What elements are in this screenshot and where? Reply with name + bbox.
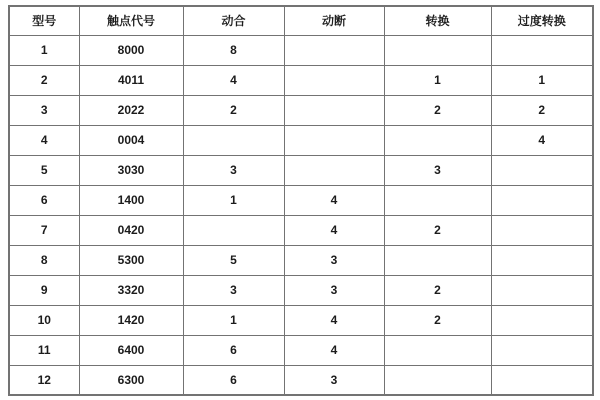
- table-cell: [491, 275, 593, 305]
- table-cell: 1: [183, 305, 284, 335]
- table-cell: 6400: [79, 335, 183, 365]
- table-cell: 2: [384, 215, 491, 245]
- header-cell-contact-code: 触点代号: [79, 6, 183, 35]
- table-cell: [284, 65, 384, 95]
- table-cell: 8000: [79, 35, 183, 65]
- table-cell: 2: [491, 95, 593, 125]
- table-row: [9, 185, 593, 215]
- table-cell: 0004: [79, 125, 183, 155]
- table-cell: 1: [9, 35, 79, 65]
- table-cell: [384, 185, 491, 215]
- table-cell: 5300: [79, 245, 183, 275]
- table-cell: 3320: [79, 275, 183, 305]
- table-body: [9, 35, 593, 395]
- table-cell: 3: [284, 365, 384, 395]
- table-cell: 7: [9, 215, 79, 245]
- table-cell: 6: [183, 335, 284, 365]
- header-cell-model: 型号: [9, 6, 79, 35]
- table-cell: 3: [183, 155, 284, 185]
- table-cell: 4011: [79, 65, 183, 95]
- table-cell: 2: [183, 95, 284, 125]
- table-cell: 10: [9, 305, 79, 335]
- header-row: [9, 6, 593, 35]
- table-cell: 3: [284, 275, 384, 305]
- table-cell: 1: [183, 185, 284, 215]
- table-cell: [284, 125, 384, 155]
- table-row: [9, 95, 593, 125]
- table-cell: 9: [9, 275, 79, 305]
- table-cell: 4: [284, 185, 384, 215]
- header-cell-changeover: 转换: [384, 6, 491, 35]
- table-row: [9, 155, 593, 185]
- table-cell: 4: [284, 335, 384, 365]
- table-cell: [183, 215, 284, 245]
- table-cell: [491, 215, 593, 245]
- header-cell-transition-changeover: 过度转换: [491, 6, 593, 35]
- table-cell: 3: [9, 95, 79, 125]
- table-cell: [491, 335, 593, 365]
- table-cell: 6300: [79, 365, 183, 395]
- table-cell: 3: [284, 245, 384, 275]
- table-row: [9, 275, 593, 305]
- table-row: [9, 35, 593, 65]
- table-cell: 2: [384, 275, 491, 305]
- table-cell: 2: [384, 95, 491, 125]
- table-cell: [491, 245, 593, 275]
- table-cell: 6: [9, 185, 79, 215]
- table-cell: 5: [9, 155, 79, 185]
- table-cell: [491, 35, 593, 65]
- table-cell: 3: [183, 275, 284, 305]
- table-cell: 2: [384, 305, 491, 335]
- table-cell: 2022: [79, 95, 183, 125]
- table-cell: 4: [9, 125, 79, 155]
- table-cell: 8: [9, 245, 79, 275]
- table-cell: 1420: [79, 305, 183, 335]
- table-cell: 3: [384, 155, 491, 185]
- table-row: [9, 125, 593, 155]
- table-cell: 4: [284, 305, 384, 335]
- contact-spec-table: [8, 5, 594, 396]
- table-header: [9, 6, 593, 35]
- table-cell: 8: [183, 35, 284, 65]
- header-cell-normally-open: 动合: [183, 6, 284, 35]
- table-cell: [384, 125, 491, 155]
- table-row: [9, 215, 593, 245]
- table-cell: 3030: [79, 155, 183, 185]
- header-cell-normally-closed: 动断: [284, 6, 384, 35]
- table-row: [9, 245, 593, 275]
- table-cell: 4: [284, 215, 384, 245]
- table-cell: [384, 365, 491, 395]
- table-cell: [284, 95, 384, 125]
- table-cell: [384, 335, 491, 365]
- table-cell: [491, 155, 593, 185]
- table-row: [9, 335, 593, 365]
- table-cell: 1400: [79, 185, 183, 215]
- table-cell: [491, 185, 593, 215]
- table-cell: [183, 125, 284, 155]
- table-cell: 12: [9, 365, 79, 395]
- table-cell: 4: [491, 125, 593, 155]
- table-cell: [284, 155, 384, 185]
- table-cell: 1: [491, 65, 593, 95]
- table-cell: [284, 35, 384, 65]
- table-cell: 0420: [79, 215, 183, 245]
- table-cell: [491, 365, 593, 395]
- table-cell: 1: [384, 65, 491, 95]
- table-cell: 5: [183, 245, 284, 275]
- table-cell: 6: [183, 365, 284, 395]
- table-cell: [384, 35, 491, 65]
- table-cell: [384, 245, 491, 275]
- table-row: [9, 65, 593, 95]
- table-cell: 11: [9, 335, 79, 365]
- table-row: [9, 365, 593, 395]
- table-cell: 4: [183, 65, 284, 95]
- table-cell: 2: [9, 65, 79, 95]
- table-cell: [491, 305, 593, 335]
- table-row: [9, 305, 593, 335]
